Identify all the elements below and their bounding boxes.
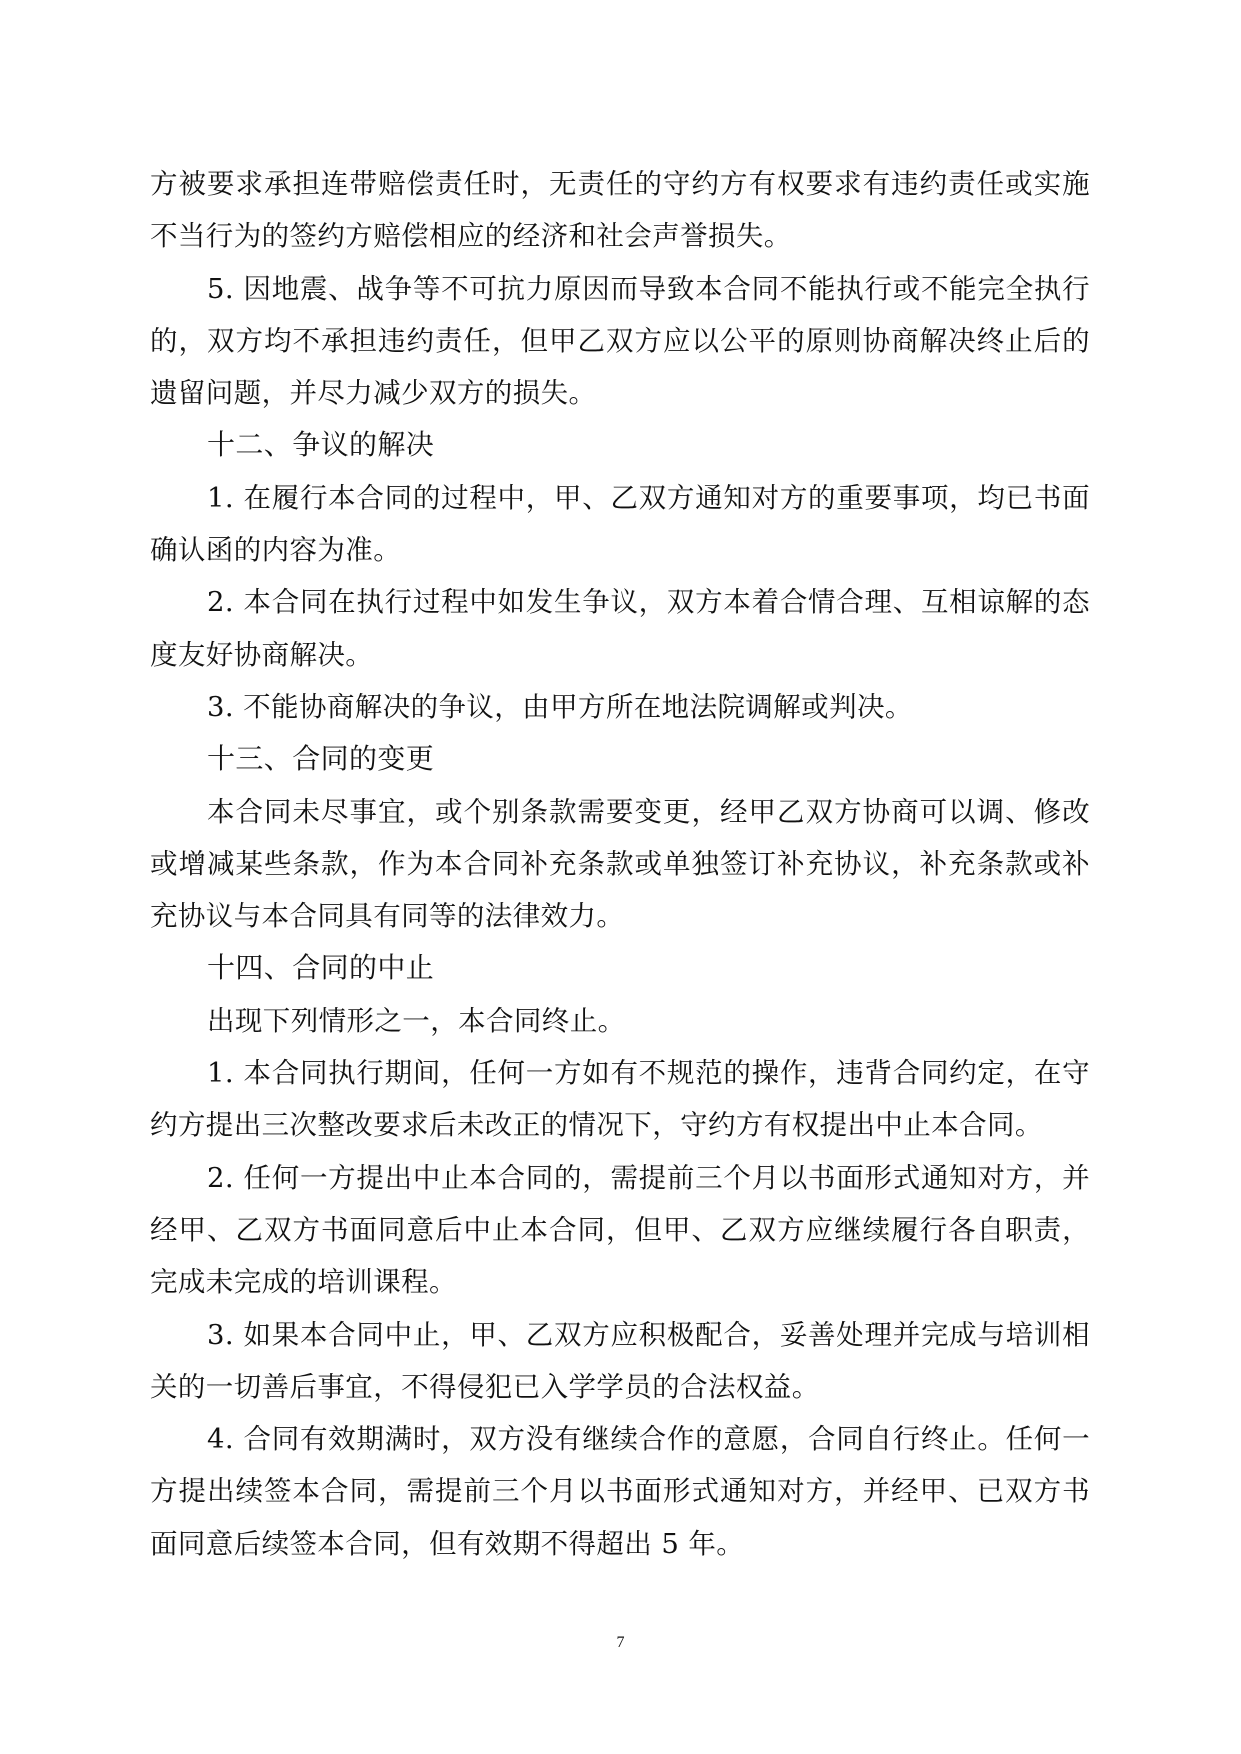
paragraph-continuation: 方被要求承担连带赔偿责任时，无责任的守约方有权要求有违约责任或实施不当行为的签约方赔偿相应的经济和社会声誉损失。 — [150, 168, 1090, 253]
paragraph-clause-12-1: 1. 在履行本合同的过程中，甲、乙双方通知对方的重要事项，均已书面确认函的内容为准。 — [150, 481, 1090, 567]
paragraph-clause-11-5: 5. 因地震、战争等不可抗力原因而导致本合同不能执行或不能完全执行的，双方均不承担违约责任，但甲乙双方应以公平的原则协商解决终止后的遗留问题，并尽力减少双方的损失。 — [150, 272, 1090, 410]
paragraph-clause-12-2: 2. 本合同在执行过程中如发生争议，双方本着合情合理、互相谅解的态度友好协商解决。 — [150, 586, 1090, 671]
paragraph-clause-14-3: 3. 如果本合同中止，甲、乙双方应积极配合，妥善处理并完成与培训相关的一切善后事宜，不得侵犯已入学学员的合法权益。 — [150, 1318, 1090, 1403]
paragraph-clause-14-2: 2. 任何一方提出中止本合同的，需提前三个月以书面形式通知对方，并经甲、乙双方书面同意后中止本合同，但甲、乙双方应继续履行各自职责，完成未完成的培训课程。 — [150, 1161, 1090, 1299]
page-body — [150, 158, 1090, 1570]
paragraph-clause-12-3: 3. 不能协商解决的争议，由甲方所在地法院调解或判决。 — [207, 690, 913, 723]
section-heading-13: 十三、合同的变更 — [207, 742, 435, 776]
paragraph-clause-14-4: 4. 合同有效期满时，双方没有继续合作的意愿，合同自行终止。任何一方提出续签本合同，需提前三个月以书面形式通知对方，并经甲、已双方书面同意后续签本合同，但有效期不得超出 5 年。 — [150, 1423, 1090, 1560]
page-number: 7 — [616, 1634, 625, 1651]
paragraph-clause-14-1: 1. 本合同执行期间，任何一方如有不规范的操作，违背合同约定，在守约方提出三次整改要求后未改正的情况下，守约方有权提出中止本合同。 — [150, 1057, 1090, 1142]
section-heading-14: 十四、合同的中止 — [207, 951, 435, 985]
section-heading-12: 十二、争议的解决 — [207, 428, 435, 462]
paragraph-section-13: 本合同未尽事宜，或个别条款需要变更，经甲乙双方协商可以调、修改或增减某些条款，作为本合同补充条款或单独签订补充协议，补充条款或补充协议与本合同具有同等的法律效力。 — [150, 795, 1090, 933]
paragraph-section-14-intro: 出现下列情形之一，本合同终止。 — [207, 1004, 626, 1037]
